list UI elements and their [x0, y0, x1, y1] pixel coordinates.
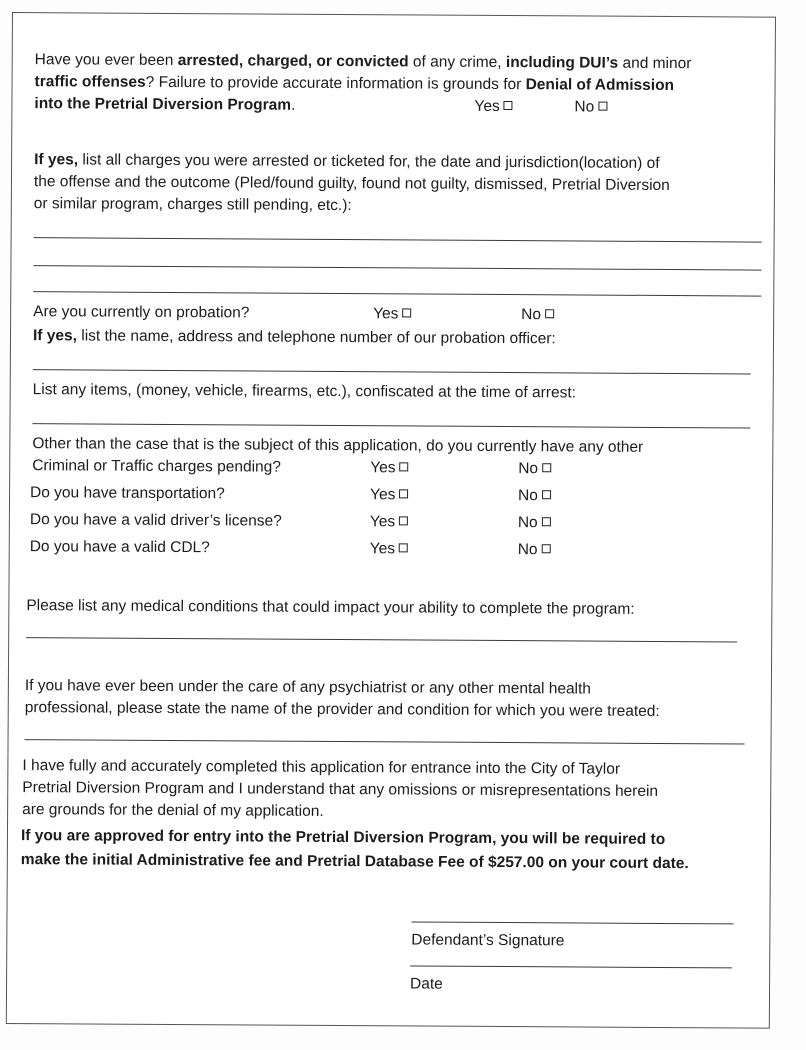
transportation-no-checkbox[interactable]: No — [518, 487, 551, 505]
transportation-question: Do you have transportation? — [30, 484, 225, 503]
confiscated-items-question: List any items, (money, vehicle, firearms, etc.), confiscated at the time of arrest: — [32, 381, 577, 402]
cdl-yes-checkbox[interactable]: Yes — [370, 540, 408, 558]
charges-instruction-line-2: the offense and the outcome (Pled/found guilty, found not guilty, dismissed, Pretrial Diversion — [33, 173, 670, 195]
probation-yes-checkbox[interactable]: Yes — [373, 305, 411, 323]
mental-health-question-line-2: professional, please state the name of the provider and condition for which you were treated: — [24, 699, 660, 720]
date-label: Date — [410, 975, 443, 993]
mental-health-answer-line[interactable] — [25, 739, 745, 744]
fee-notice-line-1: If you are approved for entry into the Pretrial Diversion Program, you will be required to — [20, 827, 666, 849]
arrest-question-line-3: into the Pretrial Diversion Program. — [34, 95, 296, 114]
pending-charges-question-line-1: Other than the case that is the subject of this application, do you currently have any other — [32, 435, 644, 456]
charges-instruction-line-3: or similar program, charges still pending, etc.): — [33, 195, 352, 215]
pending-charges-no-checkbox[interactable]: No — [518, 460, 551, 478]
transportation-yes-checkbox[interactable]: Yes — [370, 486, 408, 504]
signature-line[interactable] — [411, 921, 733, 924]
probation-officer-answer-line[interactable] — [33, 369, 751, 374]
certification-line-3: are grounds for the denial of my application. — [22, 801, 324, 820]
arrest-yes-checkbox[interactable]: Yes — [474, 98, 512, 116]
drivers-license-question: Do you have a valid driver’s license? — [29, 511, 282, 530]
confiscated-items-answer-line[interactable] — [32, 423, 750, 428]
arrest-no-checkbox[interactable]: No — [574, 98, 607, 116]
pending-charges-yes-checkbox[interactable]: Yes — [370, 459, 408, 477]
medical-conditions-question: Please list any medical conditions that could impact your ability to complete the program: — [26, 597, 635, 618]
charges-answer-line-3[interactable] — [33, 291, 761, 296]
probation-officer-instruction: If yes, list the name, address and telephone number of our probation officer: — [32, 327, 556, 348]
drivers-license-yes-checkbox[interactable]: Yes — [370, 513, 408, 531]
charges-answer-line-1[interactable] — [34, 237, 762, 242]
medical-conditions-answer-line[interactable] — [26, 637, 737, 642]
mental-health-question-line-1: If you have ever been under the care of any psychiatrist or any other mental health — [24, 677, 592, 698]
date-line[interactable] — [410, 965, 732, 968]
certification-line-1: I have fully and accurately completed this application for entrance into the City of Taylor — [22, 757, 621, 778]
charges-instruction-line-1: If yes, list all charges you were arrested or ticketed for, the date and jurisdiction(location) of — [34, 151, 660, 172]
arrest-question-line-2: traffic offenses? Failure to provide accurate information is grounds for Denial of Admission — [34, 73, 675, 95]
probation-question: Are you currently on probation? — [33, 303, 250, 322]
signature-label: Defendant’s Signature — [411, 931, 565, 950]
arrest-question-line-1: Have you ever been arrested, charged, or convicted of any crime, including DUI’s and minor — [34, 51, 692, 73]
cdl-question: Do you have a valid CDL? — [29, 538, 210, 557]
probation-no-checkbox[interactable]: No — [521, 306, 554, 324]
application-form-page — [6, 12, 776, 1029]
cdl-no-checkbox[interactable]: No — [518, 541, 551, 559]
drivers-license-no-checkbox[interactable]: No — [518, 514, 551, 532]
pending-charges-question-line-2: Criminal or Traffic charges pending? — [32, 457, 281, 476]
fee-notice-line-2: make the initial Administrative fee and Pretrial Database Fee of $257.00 on your court date. — [20, 851, 689, 873]
charges-answer-line-2[interactable] — [33, 265, 761, 270]
certification-line-2: Pretrial Diversion Program and I understand that any omissions or misrepresentations herein — [22, 779, 659, 800]
